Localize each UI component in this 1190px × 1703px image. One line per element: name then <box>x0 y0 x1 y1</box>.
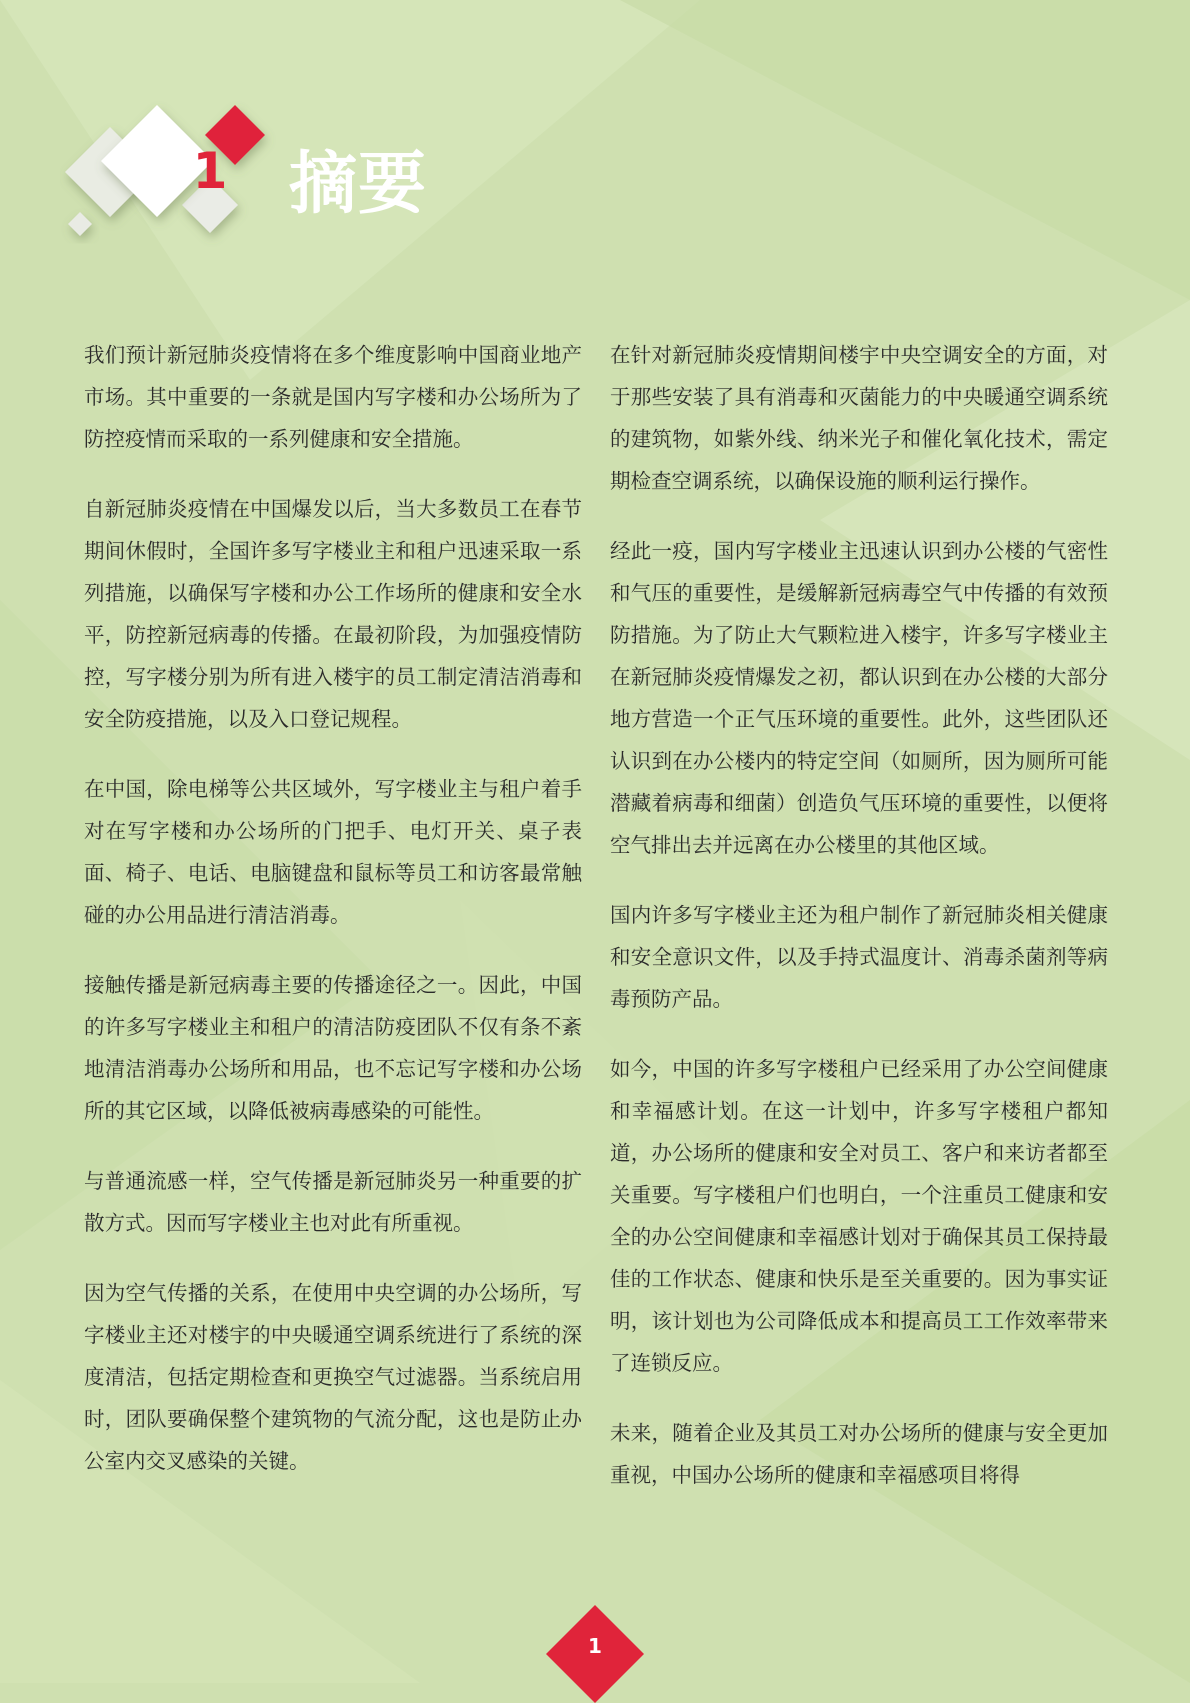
section-number: 1 <box>192 142 228 200</box>
paragraph: 未来，随着企业及其员工对办公场所的健康与安全更加重视，中国办公场所的健康和幸福感项目将得 <box>610 1421 1108 1487</box>
paragraph: 在针对新冠肺炎疫情期间楼宇中央空调安全的方面，对于那些安装了具有消毒和灭菌能力的中央暖通空调系统的建筑物，如紫外线、纳米光子和催化氧化技术，需定期检查空调系统，以确保设施的顺利运行操作。 <box>610 343 1108 493</box>
paragraph: 经此一疫，国内写字楼业主迅速认识到办公楼的气密性和气压的重要性，是缓解新冠病毒空气中传播的有效预防措施。为了防止大气颗粒进入楼宇，许多写字楼业主在新冠肺炎疫情爆发之初，都认识到在办公楼的大部分地方营造一个正气压环境的重要性。此外，这些团队还认识到在办公楼内的特定空间（如厕所，因为厕所可能潜藏着病毒和细菌）创造负气压环境的重要性，以便将空气排出去并远离在办公楼里的其他区域。 <box>610 539 1108 857</box>
section-badge-diamonds <box>60 100 280 250</box>
paragraph: 与普通流感一样，空气传播是新冠肺炎另一种重要的扩散方式。因而写字楼业主也对此有所重视。 <box>84 1169 582 1235</box>
paragraph: 自新冠肺炎疫情在中国爆发以后，当大多数员工在春节期间休假时，全国许多写字楼业主和租户迅速采取一系列措施，以确保写字楼和办公工作场所的健康和安全水平，防控新冠病毒的传播。在最初阶段，为加强疫情防控，写字楼分别为所有进入楼宇的员工制定清洁消毒和安全防疫措施，以及入口登记规程。 <box>84 497 582 731</box>
section-header <box>60 100 460 250</box>
paragraph: 接触传播是新冠病毒主要的传播途径之一。因此，中国的许多写字楼业主和租户的清洁防疫团队不仅有条不紊地清洁消毒办公场所和用品，也不忘记写字楼和办公场所的其它区域，以降低被病毒感染的可能性。 <box>84 973 582 1123</box>
page-number: 1 <box>588 1634 602 1658</box>
paragraph: 因为空气传播的关系，在使用中央空调的办公场所，写字楼业主还对楼宇的中央暖通空调系统进行了系统的深度清洁，包括定期检查和更换空气过滤器。当系统启用时，团队要确保整个建筑物的气流分配，这也是防止办公室内交叉感染的关键。 <box>84 1281 582 1473</box>
paragraph: 在中国，除电梯等公共区域外，写字楼业主与租户着手对在写字楼和办公场所的门把手、电灯开关、桌子表面、椅子、电话、电脑键盘和鼠标等员工和访客最常触碰的办公用品进行清洁消毒。 <box>84 777 582 927</box>
paragraph: 如今，中国的许多写字楼租户已经采用了办公空间健康和幸福感计划。在这一计划中，许多写字楼租户都知道，办公场所的健康和安全对员工、客户和来访者都至关重要。写字楼租户们也明白，一个注重员工健康和安全的办公空间健康和幸福感计划对于确保其员工保持最佳的工作状态、健康和快乐是至关重要的。因为事实证明，该计划也为公司降低成本和提高员工工作效率带来了连锁反应。 <box>610 1057 1108 1375</box>
left-column <box>84 334 582 1510</box>
paragraph: 国内许多写字楼业主还为租户制作了新冠肺炎相关健康和安全意识文件，以及手持式温度计、消毒杀菌剂等病毒预防产品。 <box>610 903 1108 1011</box>
paragraph: 我们预计新冠肺炎疫情将在多个维度影响中国商业地产市场。其中重要的一条就是国内写字楼和办公场所为了防控疫情而采取的一系列健康和安全措施。 <box>84 343 582 451</box>
section-title: 摘要 <box>289 145 428 224</box>
right-column <box>610 334 1108 1524</box>
